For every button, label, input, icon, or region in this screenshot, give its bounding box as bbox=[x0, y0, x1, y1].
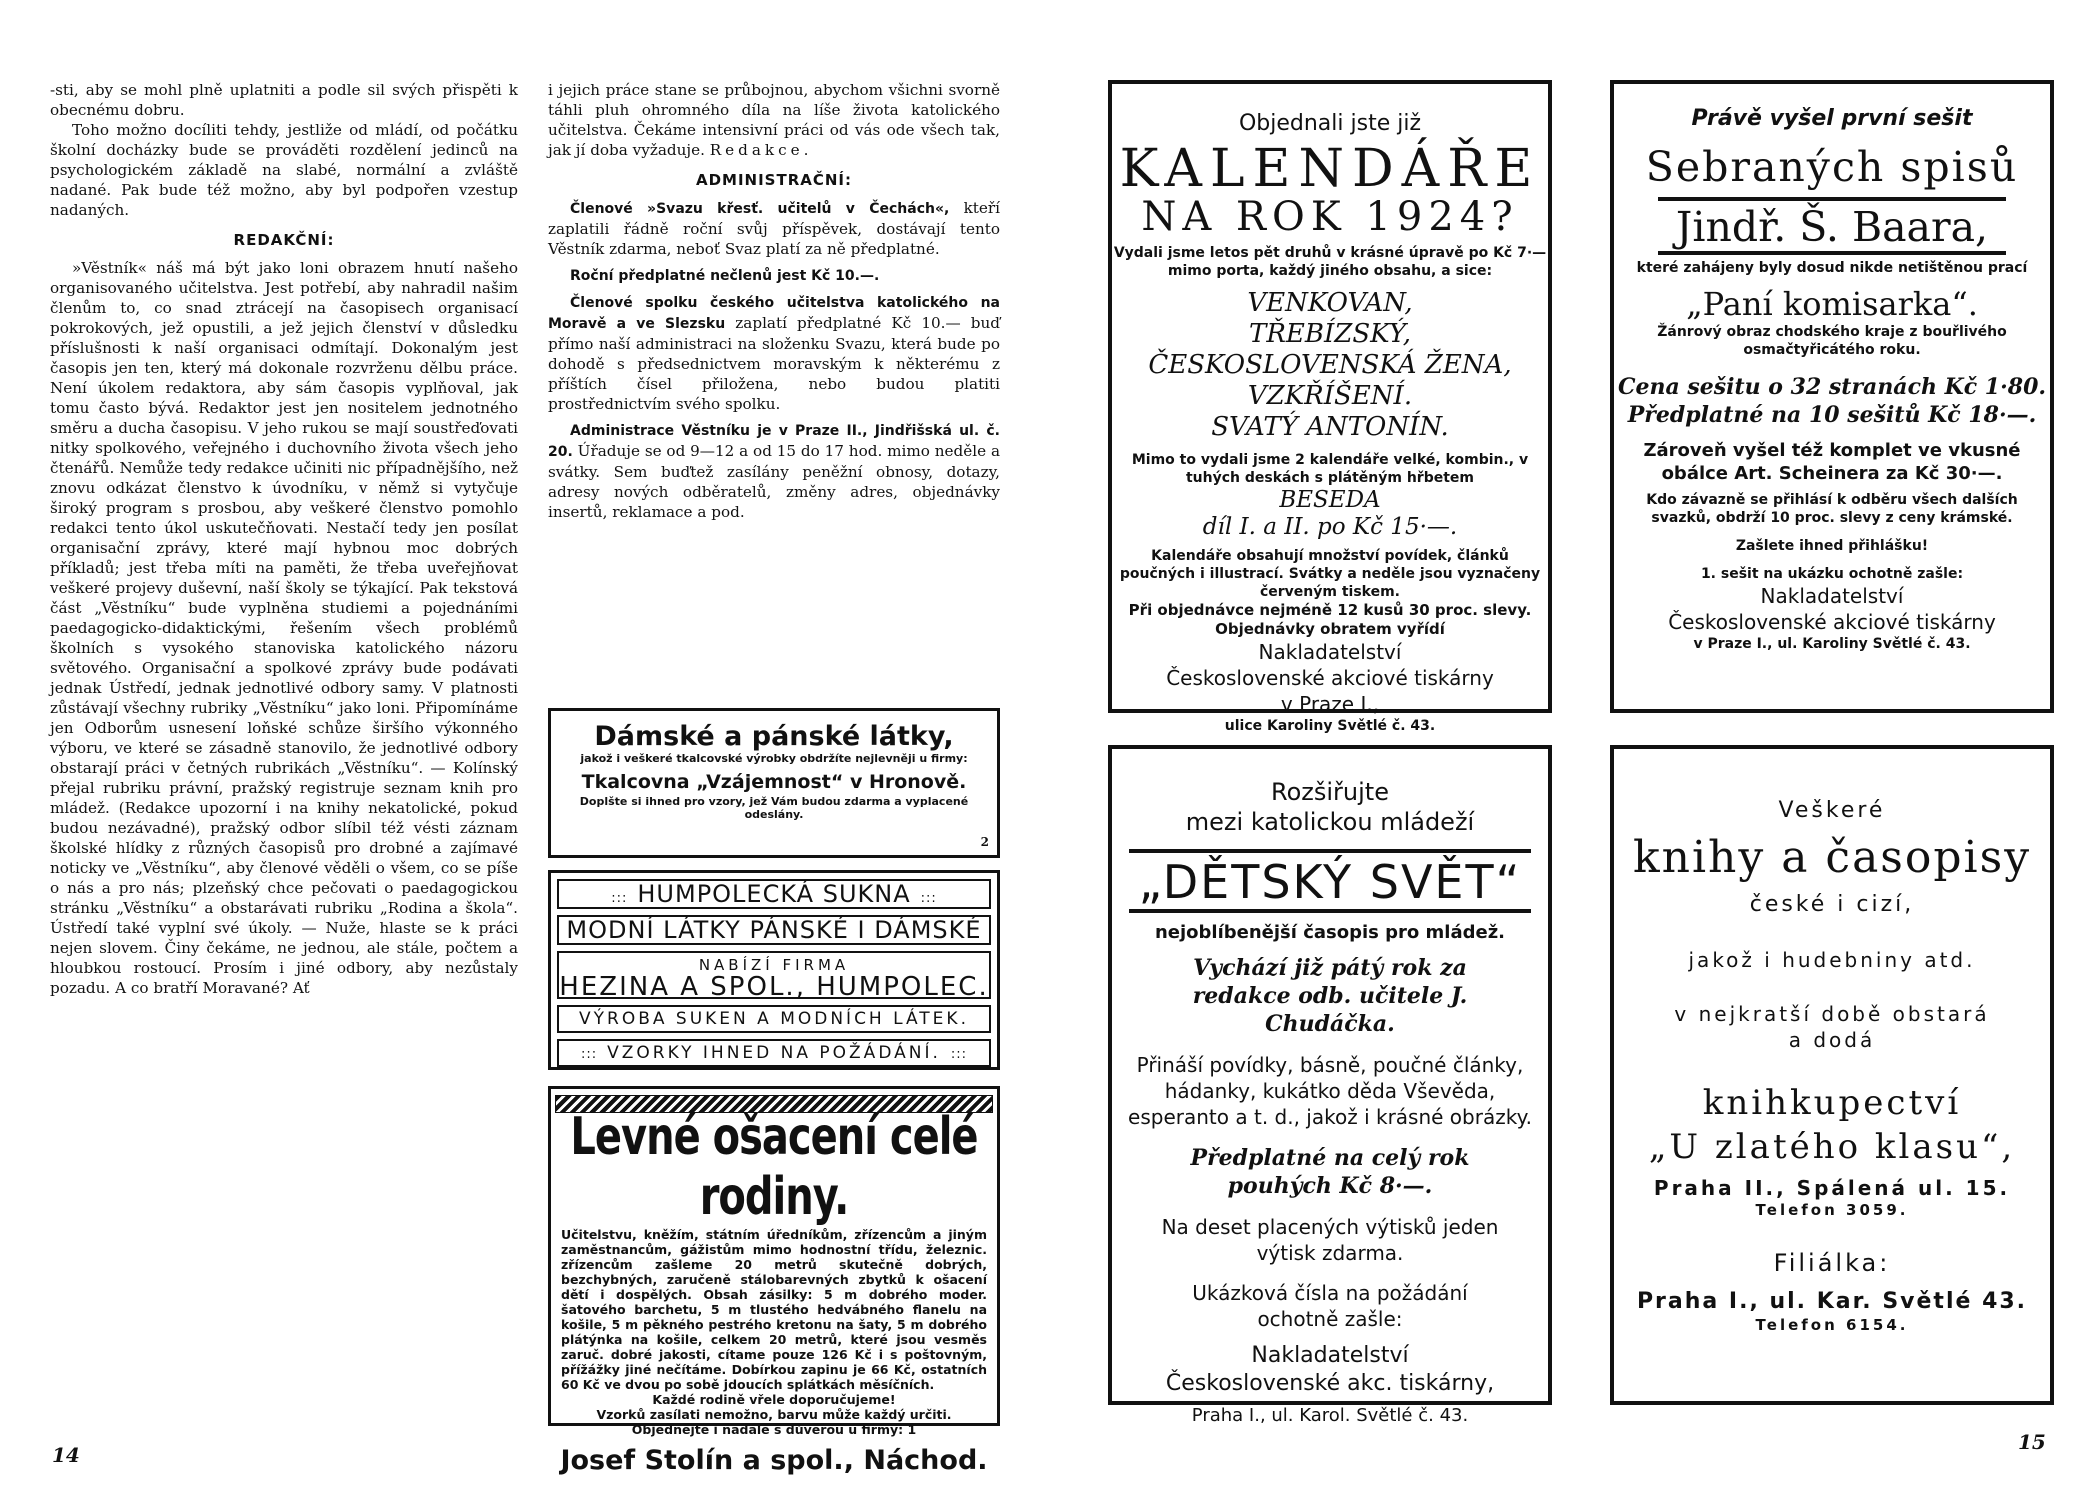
ad-text: Kdo závazně se přihlásí k odběru všech dalších svazků, obdrží 10 proc. slevy z ceny krámské. bbox=[1646, 492, 2018, 526]
ad-address: ulice Karoliny Světlé č. 43. bbox=[1224, 718, 1436, 734]
ad-subtitle: jakož i veškeré tkalcovské výrobky obdržíte nejlevněji u firmy: bbox=[580, 752, 968, 765]
ad-publisher: Nakladatelství bbox=[1760, 584, 1904, 608]
ad-intro: Rozšiřujte bbox=[1271, 778, 1389, 806]
ad-beseda: BESEDA bbox=[1279, 487, 1381, 513]
ad-body: Učitelstvu, kněžím, státním úředníkům, zřízencům a jiným zaměstnancům, gážistům mimo hodnostní třídu, železnic. zřízencům zašleme 20 metrů skutečně dobrých, bezchybných, zaručeně stálobarevných zbytků k ošacení dětí i dospělých. Obsah zásilky: 5 m dobrého moder. šatového barchetu, 5 m tlustého hedvábného flanelu na košile, 5 m pěkného pestrého kretonu na šaty, 5 m dobrého plátýnka na košile, celkem 20 metrů, které jsou vesměs zaruč. dobré jakosti, cítame pouze 126 Kč i s poštovným, přížážky jiné nečítáme. Dobírkou zapinu je 66 Kč, ostatních 60 Kč ve dvou po sobě jdoucích splátkách měsíčních. Každé rodině vřele doporučujeme! Vzorků zasílati nemožno, barvu může každý určiti. Objednejte i nadále s důvěrou u firmy: 1 bbox=[561, 1227, 987, 1437]
ad-text: v nejkratší době obstará bbox=[1674, 1002, 1990, 1026]
text-paragraph: Administrace Věstníku je v Praze II., Jindřišská ul. č. 20. Úřaduje se od 9—12 a od 15 do 17 hod. mimo neděle a svátky. Sem buďtež zasílány peněžní obnosy, dotazy, adresy nových odběratelů, změny adres, objednávky insertů, reklamace a pod. bbox=[548, 423, 1000, 521]
ad-row: ::: HUMPOLECKÁ SUKNA ::: bbox=[557, 879, 991, 909]
ad-text: Vychází již pátý rok za redakce odb. učitele J. Chudáčka. bbox=[1192, 955, 1468, 1037]
ad-title: knihy a časopisy bbox=[1632, 832, 2032, 883]
ad-title: Dámské a pánské látky, bbox=[594, 721, 954, 752]
text-paragraph: i jejich práce stane se průbojnou, abychom všichni svorně táhli pluh ohromného díla na líše života katolického učitelstva. Čekáme intensivní práci od vás ode všech tak, jak jí doba vyžaduje. Redakce. bbox=[548, 81, 1000, 159]
ad-text: Vydali jsme letos pět druhů v krásné úpravě po Kč 7·— mimo porta, každý jiného obsahu, a sice: bbox=[1113, 245, 1547, 279]
text-paragraph: Toho možno docíliti tehdy, jestliže od mládí, od počátku školní docházky bude se prováděti rozdělení jedinců na psychologickém základě na slabé, normální a zvláště nadané. Pak bude též možno, aby byl podpořen vzestup nadaných. bbox=[50, 121, 518, 219]
ad-text: Veškeré bbox=[1778, 798, 1886, 823]
section-heading-redakcni: REDAKČNÍ: bbox=[233, 231, 335, 249]
ad-price: Cena sešitu o 32 stranách Kč 1·80. bbox=[1617, 374, 2047, 400]
ad-author: Jindř. Š. Baara, bbox=[1658, 197, 2006, 255]
ad-text: české i cizí, bbox=[1749, 892, 1915, 917]
ad-bookshop: knihkupectví bbox=[1702, 1083, 1962, 1123]
ad-row: MODNÍ LÁTKY PÁNSKÉ I DÁMSKÉ bbox=[557, 915, 991, 945]
ad-address: Praha II., Spálená ul. 15. bbox=[1653, 1176, 2011, 1200]
ad-price: Předplatné na 10 sešitů Kč 18·—. bbox=[1627, 402, 2037, 428]
ad-text: Mimo to vydali jsme 2 kalendáře velké, kombin., v tuhých deskách s plátěným hřbetem bbox=[1131, 452, 1529, 486]
text-paragraph: »Věstník« náš má být jako loni obrazem hnutí našeho organisovaného učitelstva. Jest potřebí, aby nahradil našim členům to, co snad ztrácejí na časopisech organisací pokrokových, jež opustili, a jež jejich členství v důsledku příslušnosti k naší organisaci odmítají. Dokonalým jest časopis jen ten, který má dokonale rozvrženu dělbu práce. Není úkolem redaktora, aby sám časopis vyplňoval, jak tomu často bývá. Redaktor jest jen nositelem jednotného směru a ducha časopisu. V jeho rukou se mají soustřeďovati nitky spolkového, veřejného i duchovního života všech jeho čtenářů. Nemůže tedy redakce učiniti nic případnějšího, než znovu odkázat členstvo k úvodníku, v němž si vytyčuje široký program s prosbou, aby veškeré členstvo pomohlo redakci tento úkol uskutečňovati. Nestačí tedy jen posílat organisační zprávy, které mají hybnou moc dobrých příkladů; jest třeba míti na paměti, že třeba uveřejňovat veškeré projevy duševní, naší školy se týkající. Pak tekstová část „Věstníku“ bude vyplněna studiemi a pojednáními paedagogicko-didaktickými, řešením všech problémů školních s vysokého stanoviska katolického názoru světového. Organisační a spolkové zprávy bude podávati jednak Ústředí, jednak jednotlivé odbory samy. V platnosti zůstávají všechny rubriky „Věstníku“ jako loni. Připomínáme jen Odborům usnesení loňské schůze širšího výkonného výboru, ve které se zásadně stanovilo, že jednotlivé odbory obstarají práci v četných rubrikách „Věstníku“. — Kolínský přejal rubriku právní, pražský registruje seznam knih pro mládež. (Redakce upozorní i na knihy nekatolické, pokud budou nezávadné), pražský odbor slíbil též vésti záznam školské hlídky z různých časopisů pro drobné a zajímavé noticky ve „Věstníku“, aby členové věděli o všem, co se píše o nás a pro nás; plzeňský chce pečovati o paedagogickou stránku „Věstníku“ a obstarávati rubriku „Rodina a škola“. Ústředí také vyplní své úkoly. — Nuže, hlaste se k práci nejen slovem. Činy čekáme, ne jednou, ale stále, počtem a hloubkou rostoucí. Prosím i jiné odbory, aby nezůstaly pozadu. A co bratří Moravané? Ať bbox=[50, 259, 518, 997]
ad-text: Zároveň vyšel též komplet ve vkusné obálce Art. Scheinera za Kč 30·—. bbox=[1643, 440, 2021, 484]
ad-title: Levné ošacení celé rodiny. bbox=[570, 1107, 978, 1227]
ad-intro: Objednali jste již bbox=[1238, 111, 1422, 136]
ad-baar bbox=[1610, 80, 2054, 713]
ad-title: Sebraných spisů bbox=[1645, 143, 2019, 191]
ad-text: Přináší povídky, básně, poučné články, hádanky, kukátko děda Vševěda, esperanto a t. d., jakož i krásné obrázky. bbox=[1128, 1053, 1532, 1129]
ad-text: a dodá bbox=[1788, 1028, 1876, 1052]
ad-note: Doplšte si ihned pro vzory, jež Vám budou zdarma a vyplacené odeslány. bbox=[579, 795, 969, 821]
ad-firm: Josef Stolín a spol., Náchod. bbox=[560, 1445, 988, 1476]
ad-publisher: v Praze I., bbox=[1280, 692, 1380, 716]
ad-row: VÝROBA SUKEN A MODNÍCH LÁTEK. bbox=[557, 1005, 991, 1033]
ad-branch: Filiálka: bbox=[1773, 1249, 1891, 1277]
ad-phone: Telefon 6154. bbox=[1755, 1316, 1909, 1334]
section-heading-administracni: ADMINISTRAČNÍ: bbox=[695, 171, 853, 189]
calendar-list bbox=[1112, 288, 1548, 443]
ad-latky bbox=[548, 708, 1000, 858]
ad-bookshop-name: „U zlatého klasu“, bbox=[1648, 1127, 2016, 1167]
ad-text: Kalendáře obsahují množství povídek, článků poučných i illustrací. Svátky a neděle jsou vyznačeny červeným tiskem. bbox=[1119, 548, 1541, 600]
ad-publisher: Nakladatelství bbox=[1251, 1343, 1409, 1368]
text-paragraph: Členové spolku českého učitelstva katolického na Moravě a ve Slezsku zaplatí předplatné Kč 10.— buď přímo naší administraci na složenku Svazu, která bude po dohodě s předsednictvem moravským k některému z příštích čísel přiložena, nebo budou platiti prostřednictvím svého spolku. bbox=[548, 295, 1000, 413]
signature: Redakce. bbox=[709, 141, 813, 159]
ad-kalendar bbox=[1108, 80, 1552, 734]
ad-text: které zahájeny byly dosud nikde netištěnou prací bbox=[1636, 260, 2028, 276]
text-paragraph: Členové »Svazu křesť. učitelů v Čechách«, kteří zaplatili řádně roční svůj příspěvek, dostávají tento Věstník zdarma, neboť Svaz platí za ně předplatné. bbox=[548, 199, 1000, 258]
ad-number: 2 bbox=[980, 835, 989, 849]
ad-row: NABÍZÍ FIRMA HEZINA A SPOL., HUMPOLEC. bbox=[557, 951, 991, 999]
ad-title: „DĚTSKÝ SVĚT“ bbox=[1129, 849, 1532, 913]
ad-osaceni bbox=[548, 1086, 1000, 1476]
ad-title: KALENDÁŘE bbox=[1119, 139, 1541, 199]
ad-publisher: Československé akc. tiskárny, bbox=[1165, 1371, 1495, 1396]
text-paragraph: -sti, aby se mohl plně uplatniti a podle sil svých přispěti k obecnému dobru. bbox=[50, 81, 518, 119]
ad-row: ::: VZORKY IHNED NA POŽÁDÁNÍ. ::: bbox=[557, 1039, 991, 1067]
calendar-item: ČESKOSLOVENSKÁ ŽENA, bbox=[1148, 350, 1512, 380]
ad-intro: mezi katolickou mládeží bbox=[1185, 808, 1475, 836]
ad-intro: Právě vyšel první sešit bbox=[1691, 106, 1973, 131]
ad-publisher: Československé akciové tiskárny bbox=[1668, 610, 1996, 634]
ad-text: jakož i hudebniny atd. bbox=[1688, 948, 1976, 972]
calendar-item: VZKŘÍŠENÍ. bbox=[1247, 381, 1413, 411]
ad-firm: Tkalcovna „Vzájemnost“ v Hronově. bbox=[581, 771, 967, 793]
ad-phone: Telefon 3059. bbox=[1755, 1201, 1909, 1219]
ad-address: v Praze I., ul. Karoliny Světlé č. 43. bbox=[1693, 636, 1971, 652]
ad-sukna bbox=[548, 870, 1000, 1070]
ad-text: 1. sešit na ukázku ochotně zašle: bbox=[1700, 566, 1964, 582]
ad-price: Předplatné na celý rok pouhých Kč 8·—. bbox=[1190, 1145, 1470, 1199]
ad-text: Žánrový obraz chodského kraje z bouřlivého osmačtyřicátého roku. bbox=[1657, 324, 2007, 358]
page-number-right: 15 bbox=[2018, 1430, 2046, 1454]
ad-year: NA ROK 1924? bbox=[1141, 194, 1519, 240]
ad-address: Praha I., ul. Karol. Světlé č. 43. bbox=[1191, 1405, 1469, 1426]
ad-detsky-svet bbox=[1108, 745, 1552, 1426]
ad-text: Na deset placených výtisků jeden výtisk zdarma. bbox=[1161, 1215, 1499, 1265]
ad-address: Praha I., ul. Kar. Světlé 43. bbox=[1636, 1289, 2028, 1314]
ad-text: Objednávky obratem vyřídí bbox=[1215, 620, 1445, 638]
ad-text: Zašlete ihned přihlášku! bbox=[1735, 538, 1929, 554]
calendar-item: SVATÝ ANTONÍN. bbox=[1211, 412, 1449, 442]
ad-knihy bbox=[1610, 745, 2054, 1405]
ad-publisher: Nakladatelství bbox=[1258, 640, 1402, 664]
left-column-b bbox=[548, 80, 1000, 528]
ad-work-title: „Paní komisarka“. bbox=[1686, 285, 1978, 323]
ad-text: Ukázková čísla na požádání ochotně zašle: bbox=[1192, 1281, 1468, 1331]
page-number-left: 14 bbox=[52, 1443, 80, 1467]
ad-text: nejoblíbenější časopis pro mládež. bbox=[1154, 922, 1506, 943]
calendar-item: TŘEBÍZSKÝ, bbox=[1249, 319, 1411, 349]
ad-text: Při objednávce nejméně 12 kusů 30 proc. slevy. bbox=[1128, 601, 1532, 619]
ad-publisher: Československé akciové tiskárny bbox=[1166, 666, 1494, 690]
left-column-a bbox=[50, 80, 518, 998]
text-paragraph: Roční předplatné nečlenů jest Kč 10.—. bbox=[570, 268, 880, 284]
calendar-item: VENKOVAN, bbox=[1247, 288, 1413, 318]
ad-beseda-price: díl I. a II. po Kč 15·—. bbox=[1202, 514, 1458, 540]
